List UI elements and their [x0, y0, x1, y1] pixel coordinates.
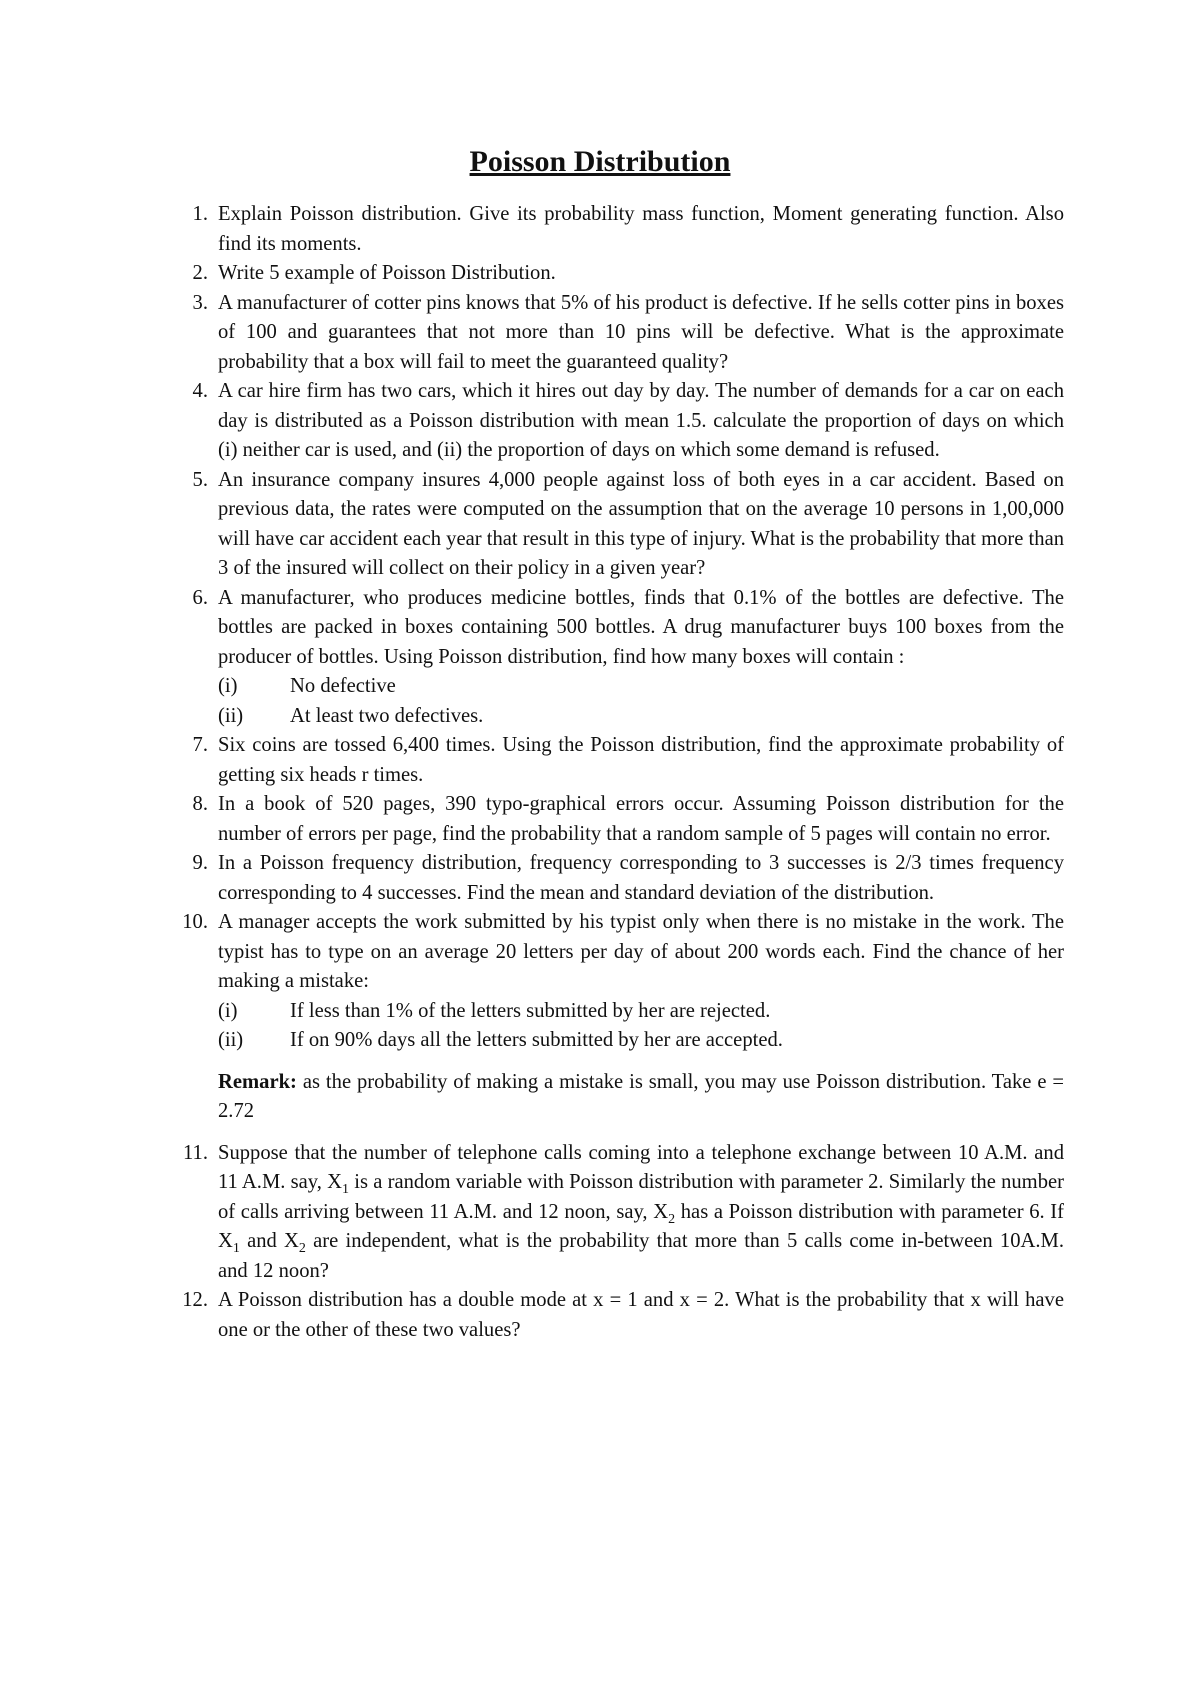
- question-3: [0, 289, 1200, 378]
- question-text-part: are independent, what is the probability that more than 5 calls come in-between 10A.M. and 12 noon?: [218, 1230, 1064, 1282]
- question-number: 5.: [192, 468, 208, 491]
- question-6: [0, 584, 1200, 732]
- question-text: A manufacturer, who produces medicine bottles, finds that 0.1% of the bottles are defective. The bottles are packed in boxes containing 500 bottles. A drug manufacturer buys 100 boxes from the producer of bottles. Using Poisson distribution, find how many boxes will contain :: [218, 586, 1064, 668]
- question-text: Explain Poisson distribution. Give its probability mass function, Moment generating function. Also find its moments.: [218, 203, 1064, 255]
- remark-label: Remark:: [218, 1070, 297, 1093]
- question-1: [0, 200, 1200, 259]
- question-number: 3.: [192, 291, 208, 314]
- subscript: 1: [232, 1241, 240, 1257]
- question-number: 12.: [182, 1289, 208, 1311]
- question-number: 9.: [192, 852, 208, 874]
- sub-item: [218, 672, 1064, 702]
- sub-item-text: If less than 1% of the letters submitted by her are rejected.: [290, 999, 771, 1022]
- question-number: 2.: [192, 262, 208, 284]
- question-9: [0, 849, 1200, 908]
- question-number: 8.: [192, 793, 208, 815]
- question-number: 1.: [192, 203, 208, 225]
- question-list: [0, 200, 1200, 1345]
- sub-item: [218, 1026, 1064, 1056]
- question-text: [218, 1139, 1064, 1287]
- sub-item-number: (i): [218, 675, 238, 697]
- sub-item-number: (ii): [218, 1029, 244, 1051]
- question-text: Write 5 example of Poisson Distribution.: [218, 262, 556, 284]
- subscript: 1: [342, 1182, 350, 1198]
- question-11: [0, 1139, 1200, 1287]
- sub-item-text: If on 90% days all the letters submitted by her are accepted.: [290, 1029, 783, 1051]
- subscript: 2: [298, 1241, 306, 1257]
- question-number: 11.: [183, 1141, 208, 1164]
- sub-item: [218, 997, 1064, 1027]
- question-text: A manufacturer of cotter pins knows that 5% of his product is defective. If he sells cotter pins in boxes of 100 and guarantees that not more than 10 pins will be defective. What is the approximate probability that a box will fail to meet the guaranteed quality?: [218, 291, 1064, 373]
- question-text-part: has a Poisson distribution with parameter 6. If X: [218, 1200, 1064, 1252]
- question-8: [0, 790, 1200, 849]
- question-text: Six coins are tossed 6,400 times. Using the Poisson distribution, find the approximate probability of getting six heads r times.: [218, 734, 1064, 786]
- question-text: A Poisson distribution has a double mode at x = 1 and x = 2. What is the probability that x will have one or the other of these two values?: [218, 1289, 1064, 1341]
- page-title: Poisson Distribution: [469, 145, 731, 178]
- question-5: [0, 466, 1200, 584]
- question-12: [0, 1286, 1200, 1345]
- question-text: A manager accepts the work submitted by his typist only when there is no mistake in the work. The typist has to type on an average 20 letters per day of about 200 words each. Find the chance of her making a mistake:: [218, 911, 1064, 992]
- sub-item-text: At least two defectives.: [290, 704, 484, 727]
- question-text: In a book of 520 pages, 390 typo-graphical errors occur. Assuming Poisson distribution for the number of errors per page, find the probability that a random sample of 5 pages will contain no error.: [218, 793, 1064, 845]
- sub-item-text: No defective: [290, 675, 396, 697]
- question-text: An insurance company insures 4,000 people against loss of both eyes in a car accident. Based on previous data, the rates were computed on the assumption that on the average 10 persons in 1,00,000 will have car accident each year that result in this type of injury. What is the probability that more than 3 of the insured will collect on their policy in a given year?: [218, 468, 1064, 579]
- question-number: 6.: [192, 586, 208, 609]
- sub-item-number: (i): [218, 999, 238, 1022]
- question-text-part: Suppose that the number of telephone calls coming into a telephone exchange between 10 A.M. and 11 A.M. say, X: [218, 1141, 1064, 1193]
- question-2: [0, 259, 1200, 289]
- sub-item-number: (ii): [218, 704, 244, 727]
- question-4: [0, 377, 1200, 466]
- question-text: In a Poisson frequency distribution, frequency corresponding to 3 successes is 2/3 times frequency corresponding to 4 successes. Find the mean and standard deviation of the distribution.: [218, 852, 1064, 904]
- question-number: 7.: [192, 734, 208, 756]
- question-7: [0, 731, 1200, 790]
- question-number: 4.: [192, 380, 208, 402]
- question-10: [0, 908, 1200, 1127]
- sub-item: [218, 702, 1064, 732]
- remark-note: [218, 1068, 1064, 1127]
- question-text: A car hire firm has two cars, which it hires out day by day. The number of demands for a car on each day is distributed as a Poisson distribution with mean 1.5. calculate the proportion of days on which (i) neither car is used, and (ii) the proportion of days on which some demand is refused.: [218, 380, 1064, 461]
- question-text-part: is a random variable with Poisson distribution with parameter 2. Similarly the number of calls arriving between 11 A.M. and 12 noon, say, X: [218, 1171, 1064, 1223]
- question-text-part: and X: [239, 1230, 299, 1252]
- question-number: 10.: [182, 911, 208, 933]
- subscript: 2: [668, 1211, 676, 1227]
- remark-text: as the probability of making a mistake is small, you may use Poisson distribution. Take e = 2.72: [218, 1070, 1064, 1122]
